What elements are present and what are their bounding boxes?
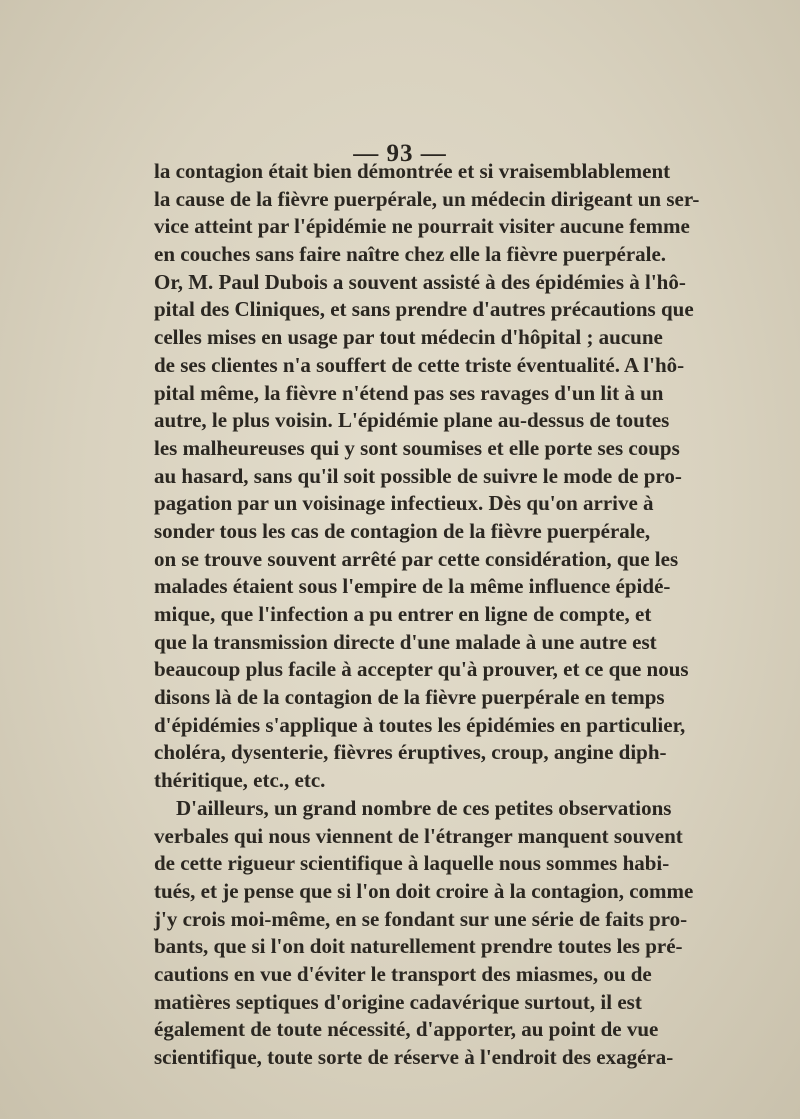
text-line: les malheureuses qui y sont soumises et elle porte ses coups — [154, 435, 680, 460]
text-line: cautions en vue d'éviter le transport des miasmes, ou de — [154, 961, 652, 986]
text-line: celles mises en usage par tout médecin d'hôpital ; aucune — [154, 325, 663, 350]
text-line: vice atteint par l'épidémie ne pourrait visiter aucune femme — [154, 214, 690, 239]
text-line: verbales qui nous viennent de l'étranger manquent souvent — [154, 823, 683, 848]
text-line: la cause de la fièvre puerpérale, un médecin dirigeant un ser- — [154, 186, 700, 211]
text-line: bants, que si l'on doit naturellement prendre toutes les pré- — [154, 934, 683, 959]
text-line: tués, et je pense que si l'on doit croire à la contagion, comme — [154, 878, 694, 903]
text-line: on se trouve souvent arrêté par cette considération, que les — [154, 546, 679, 571]
text-line: théritique, etc., etc. — [154, 768, 326, 793]
text-line: également de toute nécessité, d'apporter, au point de vue — [154, 1017, 659, 1042]
text-line: d'épidémies s'applique à toutes les épidémies en particulier, — [154, 712, 686, 737]
text-line: j'y crois moi-même, en se fondant sur une série de faits pro- — [154, 906, 688, 931]
text-line: la contagion était bien démontrée et si vraisemblablement — [154, 159, 671, 183]
text-line: de cette rigueur scientifique à laquelle nous sommes habi- — [154, 851, 670, 876]
paragraph-1 — [154, 158, 700, 795]
text-line: Or, M. Paul Dubois a souvent assisté à des épidémies à l'hô- — [154, 269, 686, 294]
text-line: de ses clientes n'a souffert de cette triste éventualité. A l'hô- — [154, 352, 685, 377]
text-line: autre, le plus voisin. L'épidémie plane au-dessus de toutes — [154, 408, 670, 433]
text-line: scientifique, toute sorte de réserve à l'endroit des exagéra- — [154, 1045, 674, 1069]
paragraph-2 — [154, 795, 694, 1072]
text-line: pital des Cliniques, et sans prendre d'autres précautions que — [154, 297, 694, 322]
text-line: D'ailleurs, un grand nombre de ces petites observations — [176, 795, 672, 820]
text-line: disons là de la contagion de la fièvre puerpérale en temps — [154, 685, 665, 710]
text-line: beaucoup plus facile à accepter qu'à prouver, et ce que nous — [154, 657, 689, 682]
text-line: choléra, dysenterie, fièvres éruptives, croup, angine diph- — [154, 740, 667, 765]
text-line: mique, que l'infection a pu entrer en ligne de compte, et — [154, 602, 652, 626]
page-number: — 93 — — [353, 140, 447, 167]
text-line: pagation par un voisinage infectieux. Dès qu'on arrive à — [154, 491, 654, 516]
text-line: malades étaient sous l'empire de la même influence épidé- — [154, 574, 671, 599]
text-line: en couches sans faire naître chez elle la fièvre puerpérale. — [154, 242, 667, 267]
text-line: pital même, la fièvre n'étend pas ses ravages d'un lit à un — [154, 380, 664, 405]
text-line: au hasard, sans qu'il soit possible de suivre le mode de pro- — [154, 463, 682, 488]
body-text — [154, 158, 700, 1072]
text-line: sonder tous les cas de contagion de la fièvre puerpérale, — [154, 518, 651, 543]
text-line: matières septiques d'origine cadavérique surtout, il est — [154, 989, 642, 1014]
text-line: que la transmission directe d'une malade à une autre est — [154, 629, 657, 654]
